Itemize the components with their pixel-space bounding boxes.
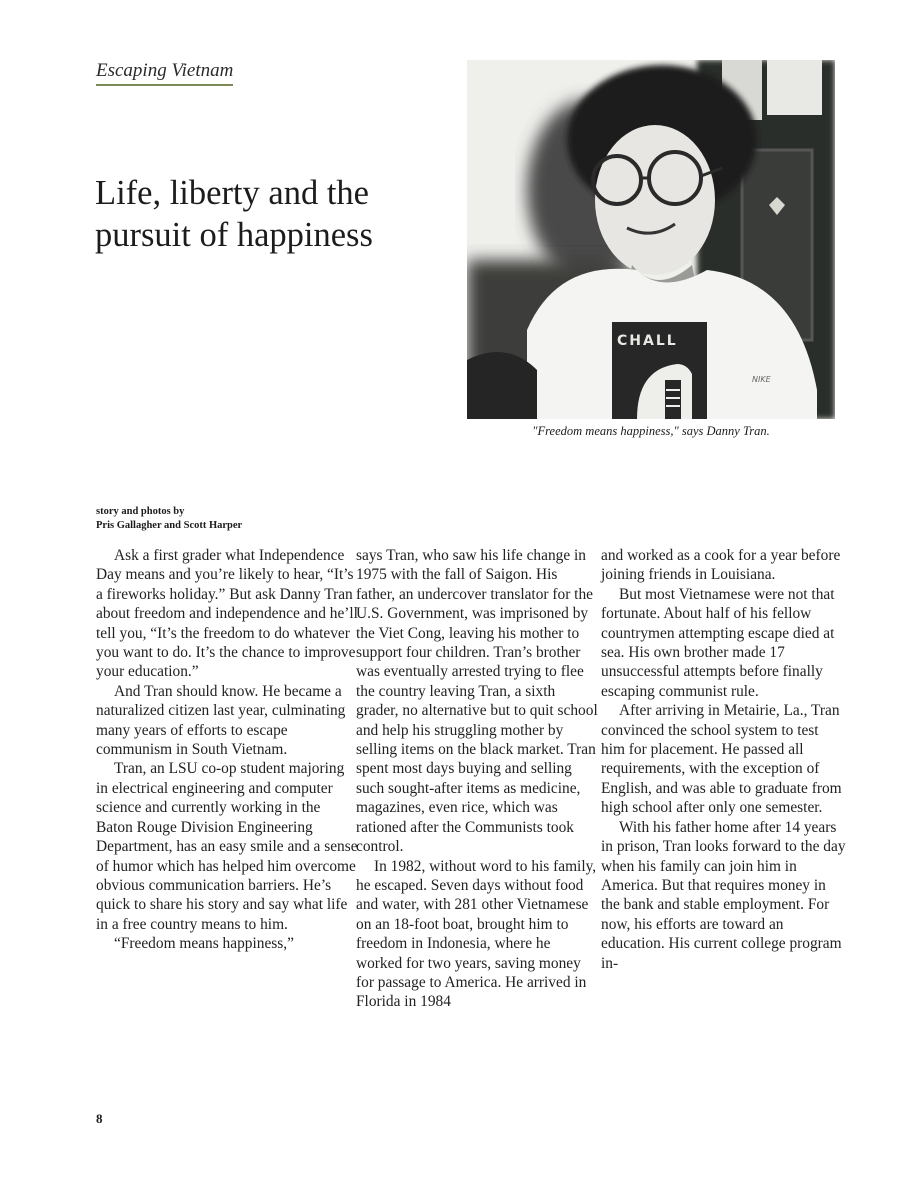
paragraph-continued: says Tran, who saw his life change in 1975 with the fall of Saigon. His father, an undercover translator for the U.S. Government, was imprisoned by the Viet Cong, leaving his mother to support four children. Tran’s brother was eventually arrested trying to flee the country leaving Tran, a sixth grader, no alternative but to quit school and help his struggling mother by selling items on the black market. Tran spent most days buying and selling such sought-after items as medicine, magazines, even rice, which was rationed after the Communists took control.	[356, 547, 598, 856]
article-column-3	[601, 546, 846, 973]
article-column-1	[96, 546, 358, 954]
paragraph: But most Vietnamese were not that fortunate. About half of his fellow countrymen attempting escape died at sea. His own brother made 17 unsuccessful attempts before finally escaping communist rule.	[601, 585, 835, 700]
photo-caption: "Freedom means happiness," says Danny Tran.	[532, 424, 770, 438]
portrait-photo	[467, 60, 835, 419]
article-headline: Life, liberty and the pursuit of happiness	[95, 174, 373, 254]
svg-text:CHALL: CHALL	[617, 333, 678, 349]
portrait-photo-illustration	[467, 60, 835, 419]
paragraph: Ask a first grader what Independence Day means and you’re likely to hear, “It’s a fireworks holiday.” But ask Danny Tran about freedom and independence and he’ll tell you, “It’s the freedom to do whatever you want to do. It’s the chance to improve your education.”	[96, 547, 358, 681]
byline	[96, 505, 242, 533]
byline-label: story and photos by	[96, 506, 185, 517]
page-number: 8	[96, 1111, 103, 1126]
byline-authors: Pris Gallagher and Scott Harper	[96, 520, 243, 531]
paragraph: After arriving in Metairie, La., Tran convinced the school system to test him for placement. He passed all requirements, with the exception of English, and was able to graduate from high school after only one semester.	[601, 702, 842, 817]
paragraph: Tran, an LSU co-op student majoring in electrical engineering and computer science and currently working in the Baton Rouge Division Engineering Department, has an easy smile and a sense of humor which has helped him overcome obvious communication barriers. He’s quick to share his story and say what life in a free country means to him.	[96, 760, 358, 933]
paragraph: And Tran should know. He became a naturalized citizen last year, culminating many years of efforts to escape communism in South Vietnam.	[96, 682, 346, 759]
article-column-2	[356, 546, 600, 1012]
paragraph: With his father home after 14 years in prison, Tran looks forward to the day when his family can join him in America. But that requires money in the bank and stable employment. For now, his efforts are toward an education. His current college program in-	[601, 818, 846, 972]
section-kicker: Escaping Vietnam	[96, 60, 233, 86]
paragraph: In 1982, without word to his family, he escaped. Seven days without food and water, with 281 other Vietnamese on an 18-foot boat, brought him to freedom in Indonesia, where he worked for two years, saving money for passage to America. He arrived in Florida in 1984	[356, 857, 597, 1011]
paragraph: “Freedom means happiness,”	[114, 935, 294, 953]
paragraph-continued: and worked as a cook for a year before joining friends in Louisiana.	[601, 547, 841, 584]
svg-text:NIKE: NIKE	[752, 375, 771, 384]
